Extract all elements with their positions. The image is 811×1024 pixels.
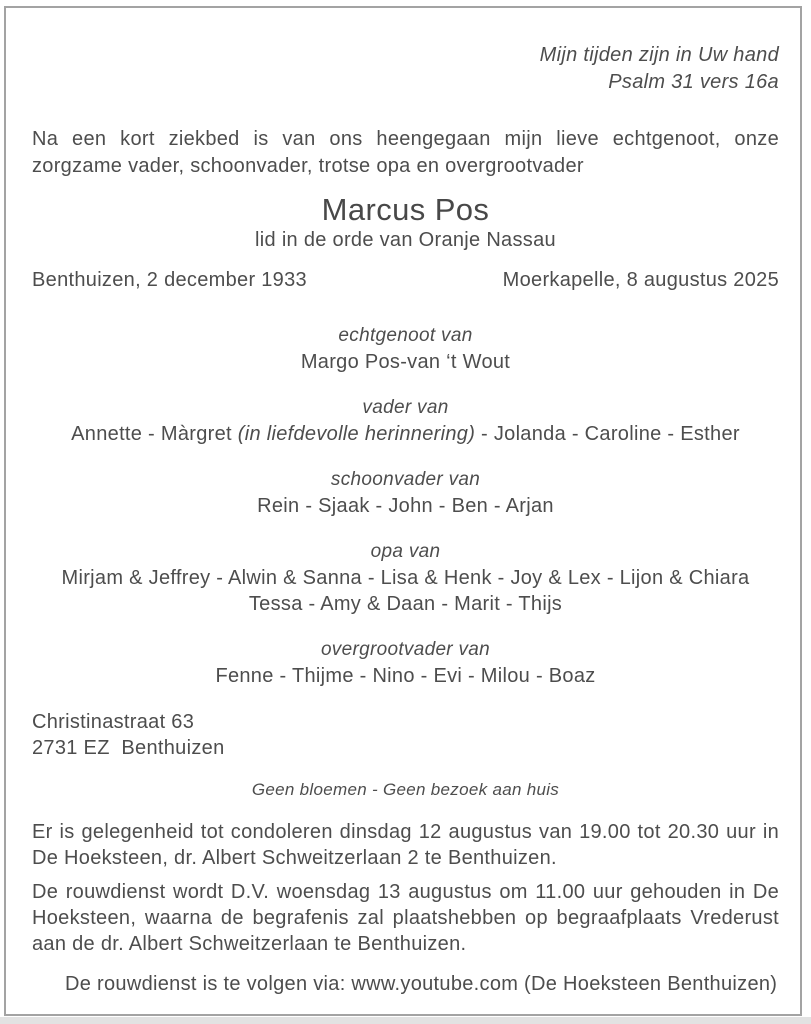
relation-group-great-grandchildren — [32, 637, 779, 689]
scripture-quote-reference: Psalm 31 vers 16a — [608, 71, 779, 93]
children-names-memorial-note: (in liefdevolle herinnering) — [237, 423, 476, 445]
relation-names-children — [32, 421, 779, 447]
relation-names-grandchildren-line1: Mirjam & Jeffrey - Alwin & Sanna - Lisa & Henk - Joy & Lex - Lijon & Chiara — [61, 567, 750, 589]
relation-group-grandchildren — [32, 539, 779, 617]
flowers-note: Geen bloemen - Geen bezoek aan huis — [251, 780, 560, 799]
relation-group-children — [32, 395, 779, 447]
deceased-name: Marcus Pos — [321, 192, 490, 227]
relation-label-children-in-law: schoonvader van — [330, 469, 481, 490]
children-names-before: Annette - Màrgret — [71, 423, 238, 445]
address-postal-city: 2731 EZ Benthuizen — [32, 737, 225, 759]
condolence-paragraph: Er is gelegenheid tot condoleren dinsdag 12 augustus van 19.00 tot 20.30 uur in De Hoeksteen, dr. Albert Schweitzerlaan 2 te Benthuizen. — [32, 821, 779, 869]
relation-label-great-grandchildren: overgrootvader van — [320, 639, 491, 660]
intro-paragraph: Na een kort ziekbed is van ons heengegaan mijn lieve echtgenoot, onze zorgzame vader, schoonvader, trotse opa en overgrootvader — [32, 128, 779, 177]
card-content — [32, 0, 779, 997]
address-street: Christinastraat 63 — [32, 711, 195, 733]
birth-place-date: Benthuizen, 2 december 1933 — [32, 269, 307, 291]
deceased-honor: lid in de orde van Oranje Nassau — [255, 229, 556, 251]
relation-names-grandchildren-line2: Tessa - Amy & Daan - Marit - Thijs — [248, 593, 563, 615]
relation-group-children-in-law — [32, 467, 779, 519]
relation-names-children-in-law: Rein - Sjaak - John - Ben - Arjan — [257, 495, 554, 517]
dates-row — [32, 267, 779, 294]
relation-label-spouse: echtgenoot van — [338, 325, 473, 346]
relation-names-spouse: Margo Pos-van ‘t Wout — [300, 351, 511, 373]
service-paragraph: De rouwdienst wordt D.V. woensdag 13 augustus om 11.00 uur gehouden in De Hoeksteen, waarna de begrafenis zal plaatshebben op begraafplaats Vrederust aan de dr. Albert Schweitzerlaan te Benthuizen. — [32, 881, 779, 955]
relation-label-grandchildren: opa van — [370, 541, 441, 562]
stream-info-line: De rouwdienst is te volgen via: www.youtube.com (De Hoeksteen Benthuizen) — [65, 973, 778, 995]
relation-group-spouse — [32, 323, 779, 375]
death-place-date: Moerkapelle, 8 augustus 2025 — [502, 269, 779, 291]
relation-label-children: vader van — [362, 397, 449, 418]
address-block — [32, 709, 779, 761]
page-bottom-edge — [0, 1017, 811, 1024]
children-names-after: - Jolanda - Caroline - Esther — [475, 423, 740, 445]
scripture-quote-line1: Mijn tijden zijn in Uw hand — [539, 44, 779, 66]
scripture-quote — [32, 42, 779, 96]
relation-names-great-grandchildren: Fenne - Thijme - Nino - Evi - Milou - Boaz — [215, 665, 596, 687]
